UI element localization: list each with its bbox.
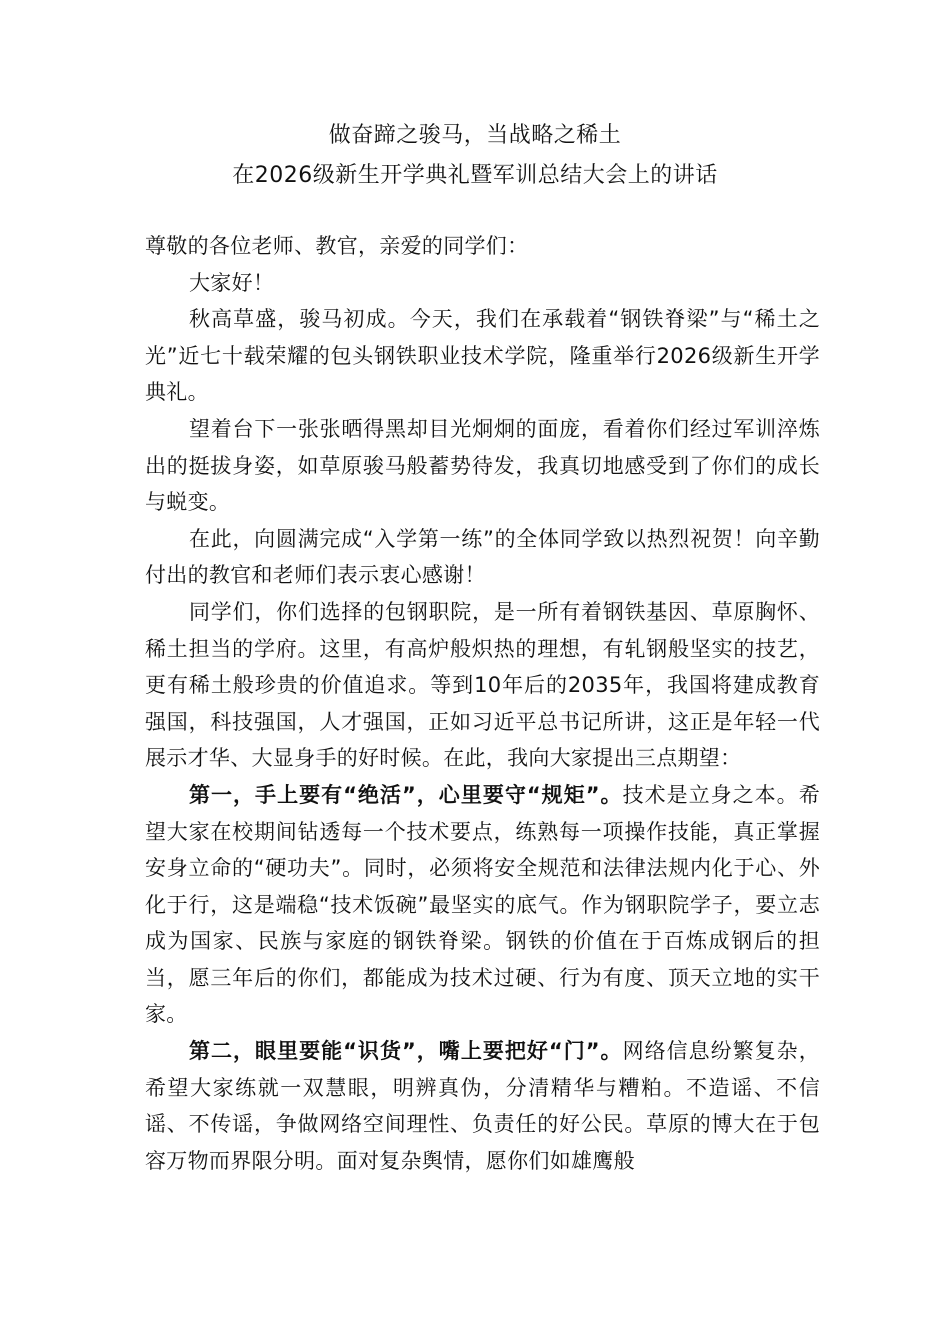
- point-one-paragraph: [145, 777, 820, 1033]
- document-title: 做奋蹄之骏马，当战略之稀土: [328, 123, 622, 148]
- point-two-paragraph: [145, 1033, 820, 1179]
- greeting: 大家好！: [189, 270, 275, 295]
- point-two-text: 网络信息纷繁复杂，希望大家练就一双慧眼，明辨真伪，分清精华与糟粕。不造谣、不信谣、不传谣，争做网络空间理性、负责任的好公民。草原的博大在于包容万物而界限分明。面对复杂舆情，愿你们如雄鹰般: [145, 1039, 820, 1173]
- paragraph: 在此，向圆满完成“入学第一练”的全体同学致以热烈祝贺！向辛勤付出的教官和老师们表示衷心感谢！: [145, 526, 820, 588]
- paragraph: 同学们，你们选择的包钢职院，是一所有着钢铁基因、草原胸怀、稀土担当的学府。这里，有高炉般炽热的理想，有轧钢般坚实的技艺，更有稀土般珍贵的价值追求。等到10年后的2035年，我国将建成教育强国，科技强国，人才强国，正如习近平总书记所讲，这正是年轻一代展示才华、大显身手的好时候。在此，我向大家提出三点期望：: [145, 599, 820, 771]
- salutation: 尊敬的各位老师、教官，亲爱的同学们：: [145, 234, 529, 258]
- document-body: [145, 228, 820, 1179]
- paragraph: 望着台下一张张晒得黑却目光炯炯的面庞，看着你们经过军训淬炼出的挺拔身姿，如草原骏马般蓄势待发，我真切地感受到了你们的成长与蜕变。: [145, 416, 820, 515]
- paragraph: 秋高草盛，骏马初成。今天，我们在承载着“钢铁脊梁”与“稀土之光”近七十载荣耀的包头钢铁职业技术学院，隆重举行2026级新生开学典礼。: [145, 307, 820, 405]
- point-one-heading: 第一，手上要有“绝活”，心里要守“规矩”。: [189, 782, 623, 807]
- point-two-heading: 第二，眼里要能“识货”，嘴上要把好“门”。: [189, 1039, 623, 1064]
- document-subtitle: 在2026级新生开学典礼暨军训总结大会上的讲话: [232, 163, 718, 188]
- title-block: [0, 116, 950, 196]
- point-one-text: 技术是立身之本。希望大家在校期间钻透每一个技术要点，练熟每一项操作技能，真正掌握安身立命的“硬功夫”。同时，必须将安全规范和法律法规内化于心、外化于行，这是端稳“技术饭碗”最坚实的底气。作为钢职院学子，要立志成为国家、民族与家庭的钢铁脊梁。钢铁的价值在于百炼成钢后的担当，愿三年后的你们，都能成为技术过硬、行为有度、顶天立地的实干家。: [145, 782, 820, 1027]
